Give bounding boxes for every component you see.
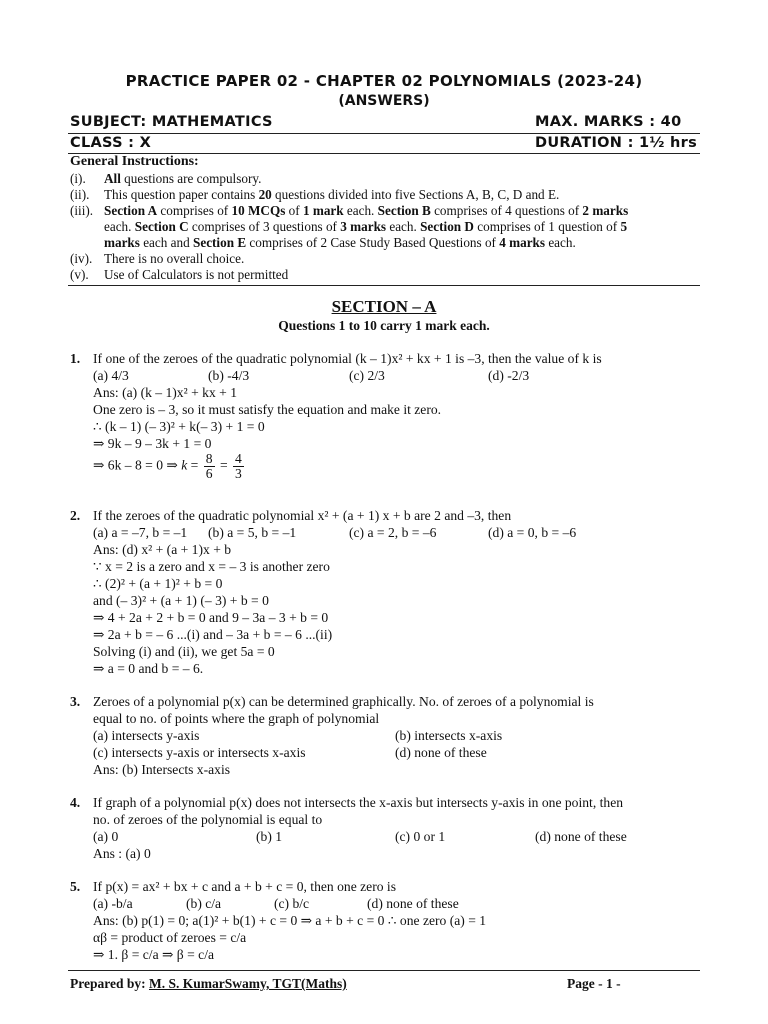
option-a: (a) -b/a: [93, 896, 133, 911]
option-a: (a) 0: [93, 829, 119, 844]
option-b: (b) 1: [256, 829, 283, 844]
divider-line: [68, 285, 700, 286]
answer-line: Ans: (b) Intersects x-axis: [93, 762, 231, 777]
solution-line: Solving (i) and (ii), we get 5a = 0: [93, 644, 275, 659]
divider-line: [68, 133, 700, 134]
question-number: 4.: [70, 795, 81, 810]
option-a: (a) a = –7, b = –1: [93, 525, 188, 540]
section-subtitle: Questions 1 to 10 carry 1 mark each.: [278, 318, 490, 333]
question-number: 5.: [70, 879, 81, 894]
page-number: Page - 1 -: [567, 976, 621, 991]
duration-label: DURATION : 1½ hrs: [535, 135, 698, 151]
question-text: If one of the zeroes of the quadratic polynomial (k – 1)x² + kx + 1 is –3, then the value of k is: [93, 351, 602, 366]
question-text: Zeroes of a polynomial p(x) can be determined graphically. No. of zeroes of a polynomial is: [93, 694, 594, 709]
section-title: SECTION – A: [331, 297, 437, 316]
answer-line: Ans: (d) x² + (a + 1)x + b: [93, 542, 232, 557]
max-marks-label: MAX. MARKS : 40: [535, 114, 682, 130]
solution-line: ⇒ a = 0 and b = – 6.: [93, 661, 204, 676]
paper-title: PRACTICE PAPER 02 - CHAPTER 02 POLYNOMIALS (2023-24): [125, 72, 643, 90]
solution-line: and (– 3)² + (a + 1) (– 3) + b = 0: [93, 593, 269, 608]
solution-line: ∴ (2)² + (a + 1)² + b = 0: [93, 576, 223, 591]
question-number: 3.: [70, 694, 81, 709]
option-d: (d) none of these: [367, 896, 459, 911]
question-text: If p(x) = ax² + bx + c and a + b + c = 0, then one zero is: [93, 879, 396, 894]
option-d: (d) -2/3: [488, 368, 530, 383]
option-d: (d) none of these: [535, 829, 627, 844]
question-text: no. of zeroes of the polynomial is equal to: [93, 812, 323, 827]
option-c: (c) 0 or 1: [395, 829, 446, 844]
solution-line: ∵ x = 2 is a zero and x = – 3 is another zero: [93, 559, 330, 574]
fraction: $\frac{8}{6}$: [205, 451, 213, 481]
solution-line: ⇒ 1. β = c/a ⇒ β = c/a: [93, 947, 215, 962]
option-b: (b) intersects x-axis: [395, 728, 503, 743]
option-b: (b) c/a: [186, 896, 222, 911]
solution-line: One zero is – 3, so it must satisfy the equation and make it zero.: [93, 402, 442, 417]
option-c: (c) 2/3: [349, 368, 385, 383]
fraction: $\frac{4}{3}$: [235, 451, 242, 481]
option-c: (c) b/c: [274, 896, 310, 911]
answer-line: Ans : (a) 0: [93, 846, 151, 861]
option-a: (a) 4/3: [93, 368, 129, 383]
option-c: (c) a = 2, b = –6: [349, 525, 437, 540]
solution-line: ⇒ 9k – 9 – 3k + 1 = 0: [93, 436, 212, 451]
question-text: If the zeroes of the quadratic polynomial x² + (a + 1) x + b are 2 and –3, then: [93, 508, 512, 523]
question-text: If graph of a polynomial p(x) does not intersects the x-axis but intersects y-axis in one point, then: [93, 795, 624, 810]
option-d: (d) a = 0, b = –6: [488, 525, 577, 540]
paper-subtitle: (ANSWERS): [338, 93, 430, 109]
answer-line: Ans: (a) (k – 1)x² + kx + 1: [93, 385, 237, 400]
document-page: PRACTICE PAPER 02 - CHAPTER 02 POLYNOMIALS (2023-24) (ANSWERS) SUBJECT: MATHEMATICS MAX. MARKS : 40 CLASS : X DURATION : 1½ hrs General Instructions: (i). All questions are compulsory. (ii). This question paper contains 20 questions divided into five Sections A, B, C, D and E. (iii). Section A comprises of 10 MCQs of 1 mark each. Section B comprises of 4 questions of 2 marks each. Section C comprises of 3 questions of 3 marks each. Section D comprises of 1 question of 5 marks each and Section E comprises of 2 Case Study Based Questions of 4 marks each. (iv). There is no overall choice. (v). Use of Calculators is not permitted SECTION – A Questions 1 to 10 carry 1 mark each. 1. If one of the zeroes of the quadratic polynomial (k – 1)x² + kx + 1 is –3, then the value of k is (a) 4/3 (b) -4/3 (c) 2/3 (d) -2/3 Ans: (a) (k – 1)x² + kx + 1 One zero is – 3, so it must satisfy the equation and make it zero. ∴ (k – 1) (– 3)² + k(– 3) + 1 = 0 ⇒ 9k – 9 – 3k + 1 = 0 ⇒ 6k – 8 = 0 ⇒ k = $\frac{8}{6}$ = $\frac{4}{3}$ 2. If the zeroes of the quadratic polynomial x² + (a + 1) x + b are 2 and –3, then (a) a = –7, b = –1 (b) a = 5, b = –1 (c) a = 2, b = –6 (d) a = 0, b = –6 Ans: (d) x² + (a + 1)x + b ∵ x = 2 is a zero and x = – 3 is another zero ∴ (2)² + (a + 1)² + b = 0 and (– 3)² + (a + 1) (– 3) + b = 0 ⇒ 4 + 2a + 2 + b = 0 and 9 – 3a – 3 + b = 0 ⇒ 2a + b = – 6 ...(i) and – 3a + b = – 6 ...(ii) Solving (i) and (ii), we get 5a = 0 ⇒ a = 0 and b = – 6. 3. Zeroes of a polynomial p(x) can be determined graphically. No. of zeroes of a polynomial is equal to no. of points where the graph of polynomial (a) intersects y-axis (b) intersects x-axis (c) intersects y-axis or intersects x-axis (d) none of these Ans: (b) Intersects x-axis 4. If graph of a polynomial p(x) does not intersects the x-axis but intersects y-axis in one point, then no. of zeroes of the polynomial is equal to (a) 0 (b) 1 (c) 0 or 1 (d) none of these Ans : (a) 0 5. If p(x) = ax² + bx + c and a + b + c = 0, then one zero is (a) -b/a (b) c/a (c) b/c (d) none of these Ans: (b) p(1) = 0; a(1)² + b(1) + c = 0 ⇒ a + b + c = 0 ∴ one zero (a) = 1 αβ = product of zeroes = c/a ⇒ 1. β = c/a ⇒ β = c/a Prepared by: M. S. KumarSwamy, TGT(Maths) Page - 1 -: [0, 0, 768, 1024]
option-c: (c) intersects y-axis or intersects x-axis: [93, 745, 306, 760]
solution-line: ⇒ 4 + 2a + 2 + b = 0 and 9 – 3a – 3 + b = 0: [93, 610, 329, 625]
question-text: equal to no. of points where the graph of polynomial: [93, 711, 380, 726]
question-number: 1.: [70, 351, 81, 366]
subject-label: SUBJECT: MATHEMATICS: [70, 114, 273, 130]
option-d: (d) none of these: [395, 745, 487, 760]
option-a: (a) intersects y-axis: [93, 728, 200, 743]
option-b: (b) -4/3: [208, 368, 250, 383]
author-name: M. S. KumarSwamy, TGT(Maths): [149, 976, 347, 991]
option-b: (b) a = 5, b = –1: [208, 525, 297, 540]
footer-divider: [68, 970, 700, 971]
answer-line: Ans: (b) p(1) = 0; a(1)² + b(1) + c = 0 ⇒ a + b + c = 0 ∴ one zero (a) = 1: [93, 913, 487, 928]
solution-line: ⇒ 2a + b = – 6 ...(i) and – 3a + b = – 6 ...(ii): [93, 627, 333, 642]
solution-line: αβ = product of zeroes = c/a: [93, 930, 247, 945]
instructions-heading: General Instructions:: [70, 154, 199, 169]
class-label: CLASS : X: [70, 135, 152, 151]
solution-line: ⇒ 6k – 8 = 0 ⇒ k = $\frac{8}{6}$ = $\frac{4}{3}$: [93, 451, 242, 481]
question-number: 2.: [70, 508, 81, 523]
prepared-by: Prepared by: M. S. KumarSwamy, TGT(Maths): [70, 976, 347, 991]
solution-line: ∴ (k – 1) (– 3)² + k(– 3) + 1 = 0: [93, 419, 265, 434]
